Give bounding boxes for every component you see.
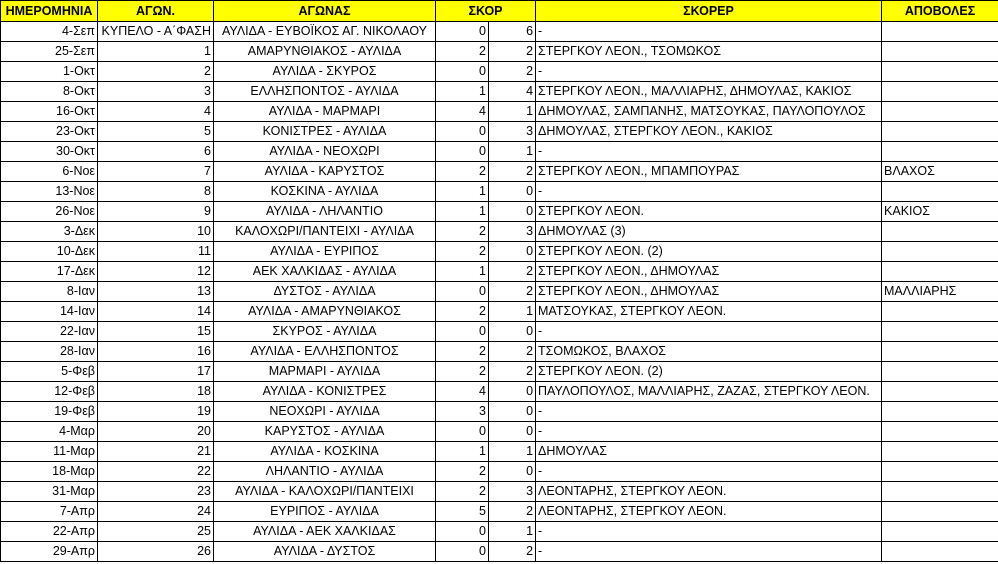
scorers-cell[interactable]: - (536, 322, 882, 342)
table-row (1, 322, 998, 342)
match-cell[interactable]: ΑΥΛΙΔΑ - ΛΗΛΑΝΤΙΟ (214, 202, 436, 222)
match-cell[interactable]: ΚΟΝΙΣΤΡΕΣ - ΑΥΛΙΔΑ (214, 122, 436, 142)
home-score-cell[interactable]: 2 (436, 222, 489, 242)
away-score-cell[interactable]: 3 (489, 122, 536, 142)
away-score-cell[interactable]: 2 (489, 502, 536, 522)
header-match[interactable]: ΑΓΩΝΑΣ (214, 1, 436, 22)
round-cell[interactable]: 18 (98, 382, 214, 402)
match-cell[interactable]: ΕΥΡΙΠΟΣ - ΑΥΛΙΔΑ (214, 502, 436, 522)
table-row (1, 82, 998, 102)
header-round[interactable]: ΑΓΩΝ. (98, 1, 214, 22)
away-score-cell[interactable]: 0 (489, 242, 536, 262)
red-cards-cell[interactable] (882, 382, 998, 402)
round-cell[interactable]: 3 (98, 82, 214, 102)
red-cards-cell[interactable]: ΒΛΑΧΟΣ (882, 162, 998, 182)
match-cell[interactable]: ΑΥΛΙΔΑ - ΔΥΣΤΟΣ (214, 542, 436, 562)
away-score-cell[interactable]: 3 (489, 482, 536, 502)
date-cell[interactable]: 13-Νοε (1, 182, 98, 202)
red-cards-cell[interactable] (882, 442, 998, 462)
round-cell[interactable]: 11 (98, 242, 214, 262)
round-cell[interactable]: 20 (98, 422, 214, 442)
round-cell[interactable]: 13 (98, 282, 214, 302)
match-cell[interactable]: ΝΕΟΧΩΡΙ - ΑΥΛΙΔΑ (214, 402, 436, 422)
away-score-cell[interactable]: 2 (489, 42, 536, 62)
scorers-cell[interactable]: ΔΗΜΟΥΛΑΣ (536, 442, 882, 462)
away-score-cell[interactable]: 6 (489, 22, 536, 42)
red-cards-cell[interactable] (882, 102, 998, 122)
away-score-cell[interactable]: 1 (489, 102, 536, 122)
red-cards-cell[interactable] (882, 342, 998, 362)
home-score-cell[interactable]: 2 (436, 362, 489, 382)
home-score-cell[interactable]: 0 (436, 542, 489, 562)
round-cell[interactable]: 23 (98, 482, 214, 502)
header-scorers[interactable]: ΣΚΟΡΕΡ (536, 1, 882, 22)
date-cell[interactable]: 4-Μαρ (1, 422, 98, 442)
table-row (1, 242, 998, 262)
scorers-cell[interactable]: ΣΤΕΡΓΚΟΥ ΛΕΟΝ. (536, 202, 882, 222)
scorers-cell[interactable]: ΔΗΜΟΥΛΑΣ (3) (536, 222, 882, 242)
date-cell[interactable]: 5-Φεβ (1, 362, 98, 382)
home-score-cell[interactable]: 0 (436, 322, 489, 342)
date-cell[interactable]: 4-Σεπ (1, 22, 98, 42)
round-cell[interactable]: 1 (98, 42, 214, 62)
date-cell[interactable]: 16-Οκτ (1, 102, 98, 122)
home-score-cell[interactable]: 2 (436, 342, 489, 362)
round-cell[interactable]: ΚΥΠΕΛΟ - Α΄ΦΑΣΗ (98, 22, 214, 42)
date-cell[interactable]: 1-Οκτ (1, 62, 98, 82)
away-score-cell[interactable]: 2 (489, 362, 536, 382)
match-cell[interactable]: ΑΥΛΙΔΑ - ΑΕΚ ΧΑΛΚΙΔΑΣ (214, 522, 436, 542)
table-row (1, 302, 998, 322)
match-cell[interactable]: ΜΑΡΜΑΡΙ - ΑΥΛΙΔΑ (214, 362, 436, 382)
match-cell[interactable]: ΑΥΛΙΔΑ - ΑΜΑΡΥΝΘΙΑΚΟΣ (214, 302, 436, 322)
match-cell[interactable]: ΚΑΡΥΣΤΟΣ - ΑΥΛΙΔΑ (214, 422, 436, 442)
date-cell[interactable]: 26-Νοε (1, 202, 98, 222)
match-cell[interactable]: ΛΗΛΑΝΤΙΟ - ΑΥΛΙΔΑ (214, 462, 436, 482)
home-score-cell[interactable]: 2 (436, 302, 489, 322)
red-cards-cell[interactable] (882, 142, 998, 162)
header-score[interactable]: ΣΚΟΡ (436, 1, 536, 22)
match-cell[interactable]: ΑΥΛΙΔΑ - ΚΑΡΥΣΤΟΣ (214, 162, 436, 182)
date-cell[interactable]: 19-Φεβ (1, 402, 98, 422)
away-score-cell[interactable]: 2 (489, 262, 536, 282)
round-cell[interactable]: 5 (98, 122, 214, 142)
away-score-cell[interactable]: 0 (489, 202, 536, 222)
red-cards-cell[interactable] (882, 262, 998, 282)
home-score-cell[interactable]: 4 (436, 382, 489, 402)
scorers-cell[interactable]: ΤΣΟΜΩΚΟΣ, ΒΛΑΧΟΣ (536, 342, 882, 362)
date-cell[interactable]: 22-Απρ (1, 522, 98, 542)
header-date[interactable]: ΗΜΕΡΟΜΗΝΙΑ (1, 1, 98, 22)
match-cell[interactable]: ΑΥΛΙΔΑ - ΚΑΛΟΧΩΡΙ/ΠΑΝΤΕΙΧΙ (214, 482, 436, 502)
table-row (1, 362, 998, 382)
match-cell[interactable]: ΔΥΣΤΟΣ - ΑΥΛΙΔΑ (214, 282, 436, 302)
home-score-cell[interactable]: 0 (436, 142, 489, 162)
scorers-cell[interactable]: - (536, 462, 882, 482)
table-row (1, 202, 998, 222)
scorers-cell[interactable]: - (536, 182, 882, 202)
away-score-cell[interactable]: 4 (489, 82, 536, 102)
match-cell[interactable]: ΑΥΛΙΔΑ - ΕΥΒΟΪΚΟΣ ΑΓ. ΝΙΚΟΛΑΟΥ (214, 22, 436, 42)
match-cell[interactable]: ΕΛΛΗΣΠΟΝΤΟΣ - ΑΥΛΙΔΑ (214, 82, 436, 102)
home-score-cell[interactable]: 2 (436, 242, 489, 262)
home-score-cell[interactable]: 2 (436, 482, 489, 502)
scorers-cell[interactable]: ΛΕΟΝΤΑΡΗΣ, ΣΤΕΡΓΚΟΥ ΛΕΟΝ. (536, 502, 882, 522)
date-cell[interactable]: 6-Νοε (1, 162, 98, 182)
round-cell[interactable]: 15 (98, 322, 214, 342)
match-cell[interactable]: ΑΕΚ ΧΑΛΚΙΔΑΣ - ΑΥΛΙΔΑ (214, 262, 436, 282)
scorers-cell[interactable]: ΣΤΕΡΓΚΟΥ ΛΕΟΝ. (2) (536, 362, 882, 382)
home-score-cell[interactable]: 0 (436, 422, 489, 442)
scorers-cell[interactable]: ΣΤΕΡΓΚΟΥ ΛΕΟΝ., ΤΣΟΜΩΚΟΣ (536, 42, 882, 62)
home-score-cell[interactable]: 4 (436, 102, 489, 122)
table-row (1, 522, 998, 542)
home-score-cell[interactable]: 2 (436, 42, 489, 62)
scorers-cell[interactable]: - (536, 62, 882, 82)
table-body (1, 22, 998, 562)
away-score-cell[interactable]: 1 (489, 142, 536, 162)
home-score-cell[interactable]: 0 (436, 22, 489, 42)
round-cell[interactable]: 19 (98, 402, 214, 422)
round-cell[interactable]: 2 (98, 62, 214, 82)
date-cell[interactable]: 8-Οκτ (1, 82, 98, 102)
red-cards-cell[interactable]: ΚΑΚΙΟΣ (882, 202, 998, 222)
scorers-cell[interactable]: - (536, 22, 882, 42)
red-cards-cell[interactable] (882, 62, 998, 82)
home-score-cell[interactable]: 0 (436, 522, 489, 542)
date-cell[interactable]: 7-Απρ (1, 502, 98, 522)
red-cards-cell[interactable] (882, 22, 998, 42)
away-score-cell[interactable]: 1 (489, 442, 536, 462)
round-cell[interactable]: 4 (98, 102, 214, 122)
red-cards-cell[interactable] (882, 182, 998, 202)
table-row (1, 222, 998, 242)
red-cards-cell[interactable] (882, 42, 998, 62)
away-score-cell[interactable]: 2 (489, 162, 536, 182)
table-row (1, 42, 998, 62)
scorers-cell[interactable]: - (536, 522, 882, 542)
home-score-cell[interactable]: 1 (436, 262, 489, 282)
round-cell[interactable]: 14 (98, 302, 214, 322)
away-score-cell[interactable]: 2 (489, 342, 536, 362)
round-cell[interactable]: 12 (98, 262, 214, 282)
table-row (1, 122, 998, 142)
red-cards-cell[interactable] (882, 222, 998, 242)
table-row (1, 402, 998, 422)
date-cell[interactable]: 31-Μαρ (1, 482, 98, 502)
date-cell[interactable]: 30-Οκτ (1, 142, 98, 162)
scorers-cell[interactable]: ΜΑΤΣΟΥΚΑΣ, ΣΤΕΡΓΚΟΥ ΛΕΟΝ. (536, 302, 882, 322)
home-score-cell[interactable]: 1 (436, 202, 489, 222)
round-cell[interactable]: 9 (98, 202, 214, 222)
scorers-cell[interactable]: - (536, 542, 882, 562)
home-score-cell[interactable]: 2 (436, 462, 489, 482)
date-cell[interactable]: 18-Μαρ (1, 462, 98, 482)
scorers-cell[interactable]: - (536, 422, 882, 442)
round-cell[interactable]: 6 (98, 142, 214, 162)
round-cell[interactable]: 16 (98, 342, 214, 362)
table-row (1, 542, 998, 562)
scorers-cell[interactable]: - (536, 402, 882, 422)
away-score-cell[interactable]: 0 (489, 322, 536, 342)
match-cell[interactable]: ΣΚΥΡΟΣ - ΑΥΛΙΔΑ (214, 322, 436, 342)
match-cell[interactable]: ΑΥΛΙΔΑ - ΝΕΟΧΩΡΙ (214, 142, 436, 162)
red-cards-cell[interactable] (882, 302, 998, 322)
red-cards-cell[interactable] (882, 322, 998, 342)
red-cards-cell[interactable] (882, 482, 998, 502)
table-row (1, 482, 998, 502)
red-cards-cell[interactable] (882, 362, 998, 382)
away-score-cell[interactable]: 0 (489, 382, 536, 402)
match-cell[interactable]: ΚΑΛΟΧΩΡΙ/ΠΑΝΤΕΙΧΙ - ΑΥΛΙΔΑ (214, 222, 436, 242)
scorers-cell[interactable]: ΣΤΕΡΓΚΟΥ ΛΕΟΝ., ΜΠΑΜΠΟΥΡΑΣ (536, 162, 882, 182)
home-score-cell[interactable]: 1 (436, 442, 489, 462)
match-cell[interactable]: ΑΥΛΙΔΑ - ΜΑΡΜΑΡΙ (214, 102, 436, 122)
date-cell[interactable]: 17-Δεκ (1, 262, 98, 282)
round-cell[interactable]: 21 (98, 442, 214, 462)
home-score-cell[interactable]: 2 (436, 162, 489, 182)
match-cell[interactable]: ΑΥΛΙΔΑ - ΚΟΝΙΣΤΡΕΣ (214, 382, 436, 402)
away-score-cell[interactable]: 3 (489, 222, 536, 242)
date-cell[interactable]: 10-Δεκ (1, 242, 98, 262)
home-score-cell[interactable]: 0 (436, 282, 489, 302)
table-row (1, 442, 998, 462)
away-score-cell[interactable]: 1 (489, 302, 536, 322)
red-cards-cell[interactable] (882, 122, 998, 142)
header-red-cards[interactable]: ΑΠΟΒΟΛΕΣ (882, 1, 998, 22)
home-score-cell[interactable]: 0 (436, 62, 489, 82)
scorers-cell[interactable]: ΣΤΕΡΓΚΟΥ ΛΕΟΝ., ΔΗΜΟΥΛΑΣ (536, 282, 882, 302)
date-cell[interactable]: 8-Ιαν (1, 282, 98, 302)
table-row (1, 182, 998, 202)
date-cell[interactable]: 28-Ιαν (1, 342, 98, 362)
away-score-cell[interactable]: 1 (489, 522, 536, 542)
date-cell[interactable]: 23-Οκτ (1, 122, 98, 142)
table-row (1, 102, 998, 122)
round-cell[interactable]: 24 (98, 502, 214, 522)
scorers-cell[interactable]: ΠΑΥΛΟΠΟΥΛΟΣ, ΜΑΛΛΙΑΡΗΣ, ΖΑΖΑΣ, ΣΤΕΡΓΚΟΥ ΛΕΟΝ. (536, 382, 882, 402)
away-score-cell[interactable]: 2 (489, 542, 536, 562)
scorers-cell[interactable]: ΛΕΟΝΤΑΡΗΣ, ΣΤΕΡΓΚΟΥ ΛΕΟΝ. (536, 482, 882, 502)
red-cards-cell[interactable] (882, 82, 998, 102)
date-cell[interactable]: 12-Φεβ (1, 382, 98, 402)
red-cards-cell[interactable] (882, 402, 998, 422)
red-cards-cell[interactable] (882, 242, 998, 262)
date-cell[interactable]: 29-Απρ (1, 542, 98, 562)
home-score-cell[interactable]: 3 (436, 402, 489, 422)
scorers-cell[interactable]: ΔΗΜΟΥΛΑΣ, ΣΑΜΠΑΝΗΣ, ΜΑΤΣΟΥΚΑΣ, ΠΑΥΛΟΠΟΥΛΟΣ (536, 102, 882, 122)
date-cell[interactable]: 11-Μαρ (1, 442, 98, 462)
away-score-cell[interactable]: 0 (489, 402, 536, 422)
round-cell[interactable]: 8 (98, 182, 214, 202)
table-row (1, 422, 998, 442)
date-cell[interactable]: 22-Ιαν (1, 322, 98, 342)
home-score-cell[interactable]: 0 (436, 122, 489, 142)
away-score-cell[interactable]: 0 (489, 422, 536, 442)
red-cards-cell[interactable] (882, 522, 998, 542)
match-cell[interactable]: ΑΥΛΙΔΑ - ΣΚΥΡΟΣ (214, 62, 436, 82)
red-cards-cell[interactable] (882, 502, 998, 522)
scorers-cell[interactable]: ΣΤΕΡΓΚΟΥ ΛΕΟΝ., ΔΗΜΟΥΛΑΣ (536, 262, 882, 282)
match-cell[interactable]: ΑΜΑΡΥΝΘΙΑΚΟΣ - ΑΥΛΙΔΑ (214, 42, 436, 62)
round-cell[interactable]: 17 (98, 362, 214, 382)
table-row (1, 282, 998, 302)
home-score-cell[interactable]: 1 (436, 82, 489, 102)
home-score-cell[interactable]: 1 (436, 182, 489, 202)
scorers-cell[interactable]: ΣΤΕΡΓΚΟΥ ΛΕΟΝ., ΜΑΛΛΙΑΡΗΣ, ΔΗΜΟΥΛΑΣ, ΚΑΚΙΟΣ (536, 82, 882, 102)
away-score-cell[interactable]: 2 (489, 62, 536, 82)
away-score-cell[interactable]: 0 (489, 462, 536, 482)
match-cell[interactable]: ΑΥΛΙΔΑ - ΚΟΣΚΙΝΑ (214, 442, 436, 462)
away-score-cell[interactable]: 0 (489, 182, 536, 202)
away-score-cell[interactable]: 2 (489, 282, 536, 302)
table-row (1, 462, 998, 482)
scorers-cell[interactable]: ΣΤΕΡΓΚΟΥ ΛΕΟΝ. (2) (536, 242, 882, 262)
date-cell[interactable]: 3-Δεκ (1, 222, 98, 242)
match-cell[interactable]: ΑΥΛΙΔΑ - ΕΥΡΙΠΟΣ (214, 242, 436, 262)
scorers-cell[interactable]: - (536, 142, 882, 162)
red-cards-cell[interactable]: ΜΑΛΛΙΑΡΗΣ (882, 282, 998, 302)
home-score-cell[interactable]: 5 (436, 502, 489, 522)
table-row (1, 342, 998, 362)
red-cards-cell[interactable] (882, 542, 998, 562)
match-cell[interactable]: ΑΥΛΙΔΑ - ΕΛΛΗΣΠΟΝΤΟΣ (214, 342, 436, 362)
round-cell[interactable]: 26 (98, 542, 214, 562)
date-cell[interactable]: 25-Σεπ (1, 42, 98, 62)
table-row (1, 502, 998, 522)
round-cell[interactable]: 10 (98, 222, 214, 242)
round-cell[interactable]: 25 (98, 522, 214, 542)
table-row (1, 162, 998, 182)
red-cards-cell[interactable] (882, 462, 998, 482)
table-row (1, 22, 998, 42)
table-row (1, 382, 998, 402)
table-row (1, 62, 998, 82)
match-cell[interactable]: ΚΟΣΚΙΝΑ - ΑΥΛΙΔΑ (214, 182, 436, 202)
date-cell[interactable]: 14-Ιαν (1, 302, 98, 322)
round-cell[interactable]: 7 (98, 162, 214, 182)
table-row (1, 142, 998, 162)
red-cards-cell[interactable] (882, 422, 998, 442)
table-row (1, 262, 998, 282)
header-row (1, 1, 998, 22)
round-cell[interactable]: 22 (98, 462, 214, 482)
scorers-cell[interactable]: ΔΗΜΟΥΛΑΣ, ΣΤΕΡΓΚΟΥ ΛΕΟΝ., ΚΑΚΙΟΣ (536, 122, 882, 142)
